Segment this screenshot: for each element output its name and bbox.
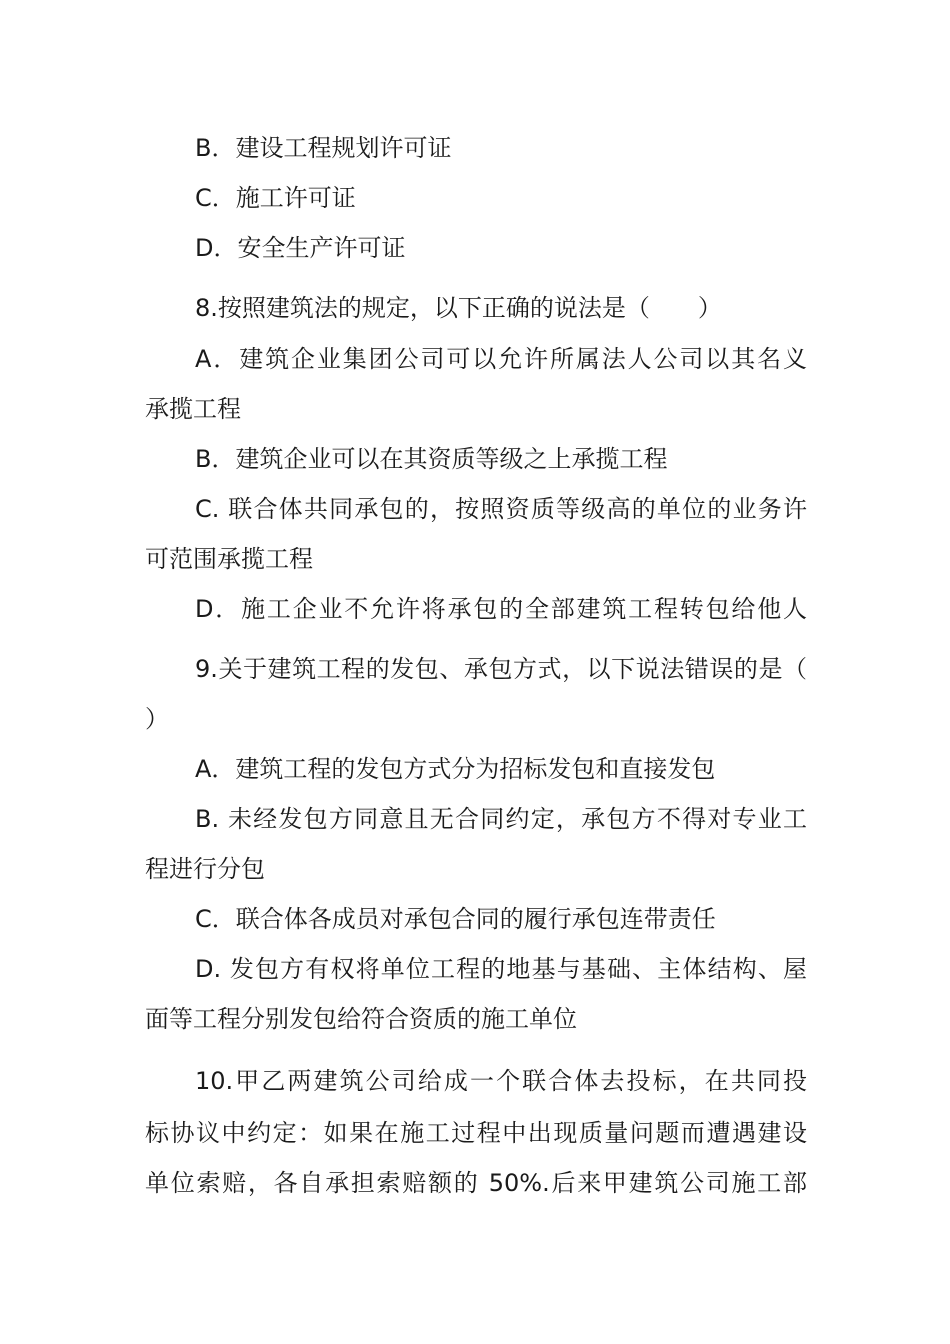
q9-option-b-line1: B. 未经发包方同意且无合同约定，承包方不得对专业工 <box>195 805 807 833</box>
q10-stem-line2: 标协议中约定：如果在施工过程中出现质量问题而遭遇建设 <box>145 1119 807 1147</box>
q9-option-d-line1: D. 发包方有权将单位工程的地基与基础、主体结构、屋 <box>195 955 807 983</box>
q10-stem-line3: 单位索赔，各自承担索赔额的 50%.后来甲建筑公司施工部 <box>145 1169 807 1197</box>
q9-stem-line2: ） <box>145 705 169 733</box>
q9-option-b-line2: 程进行分包 <box>145 855 265 883</box>
q8-option-c-line2: 可范围承揽工程 <box>145 545 313 573</box>
q9-option-a: A．建筑工程的发包方式分为招标发包和直接发包 <box>195 755 716 783</box>
q9-option-c: C．联合体各成员对承包合同的履行承包连带责任 <box>195 905 716 933</box>
q8-option-a-line2: 承揽工程 <box>145 395 241 423</box>
q8-option-b: B．建筑企业可以在其资质等级之上承揽工程 <box>195 445 668 473</box>
q9-option-d-line2: 面等工程分别发包给符合资质的施工单位 <box>145 1005 577 1033</box>
q8-stem: 8.按照建筑法的规定，以下正确的说法是（ ） <box>195 294 722 322</box>
q7-option-c: C．施工许可证 <box>195 184 356 212</box>
q7-option-d: D．安全生产许可证 <box>195 234 406 262</box>
q8-option-d: D．施工企业不允许将承包的全部建筑工程转包给他人 <box>195 595 807 623</box>
q9-stem-line1: 9.关于建筑工程的发包、承包方式，以下说法错误的是（ <box>195 655 807 683</box>
q8-option-a-line1: A．建筑企业集团公司可以允许所属法人公司以其名义 <box>195 345 807 373</box>
q10-stem-line1: 10.甲乙两建筑公司给成一个联合体去投标，在共同投 <box>195 1067 807 1095</box>
q7-option-b: B．建设工程规划许可证 <box>195 134 452 162</box>
q8-option-c-line1: C. 联合体共同承包的，按照资质等级高的单位的业务许 <box>195 495 807 523</box>
